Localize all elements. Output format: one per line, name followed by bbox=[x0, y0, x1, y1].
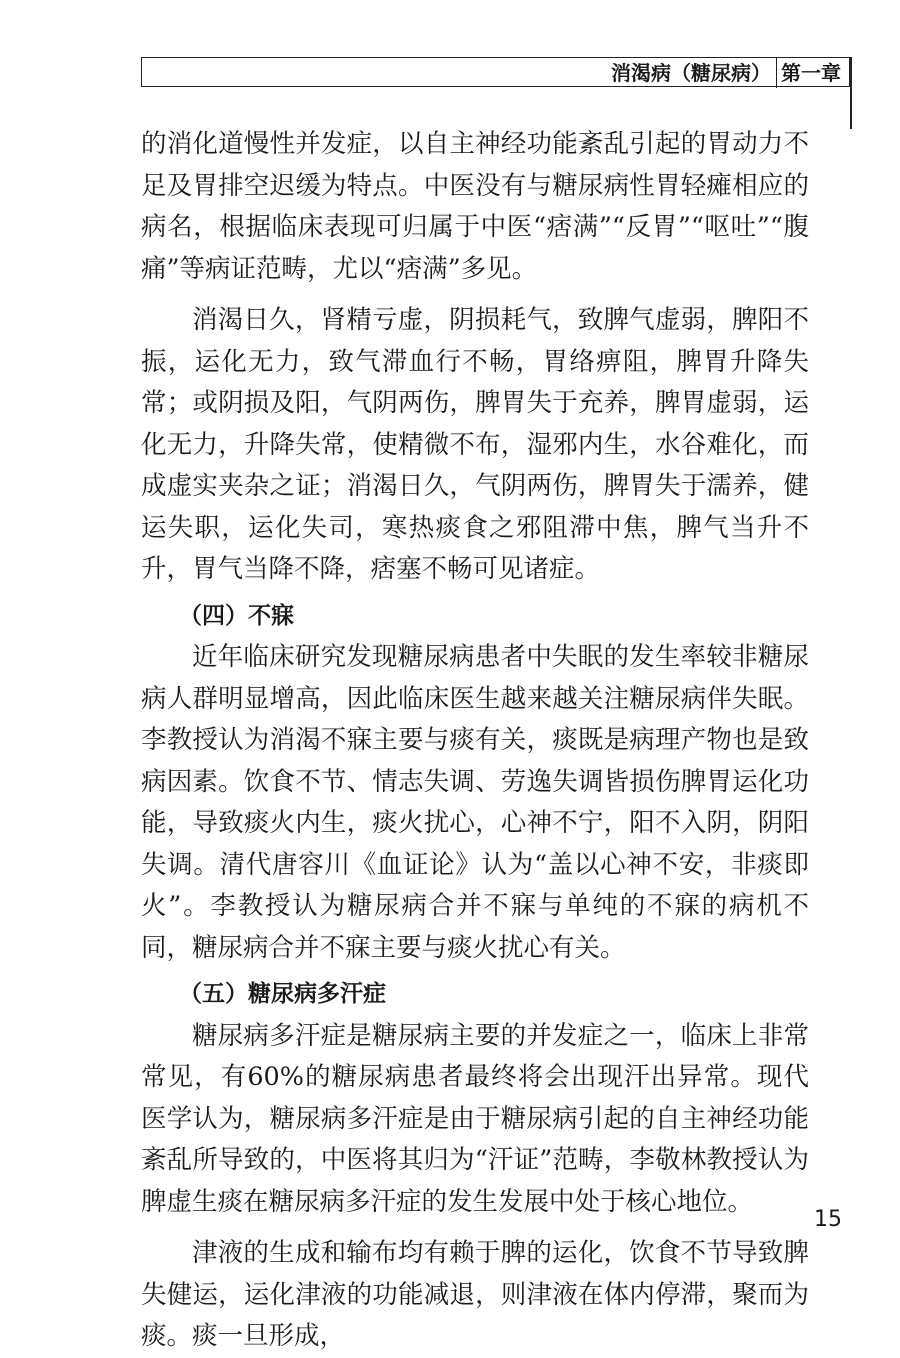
page-number: 15 bbox=[814, 1207, 842, 1232]
paragraph-insomnia: 近年临床研究发现糖尿病患者中失眠的发生率较非糖尿病人群明显增高，因此临床医生越来越关注糖尿病伴失眠。李教授认为消渴不寐主要与痰有关，痰既是病理产物也是致病因素。饮食不节、情志失调、劳逸失调皆损伤脾胃运化功能，导致痰火内生，痰火扰心，心神不宁，阳不入阴，阴阳失调。清代唐容川《血证论》认为“盖以心神不安，非痰即火”。李教授认为糖尿病合并不寐与单纯的不寐的病机不同，糖尿病合并不寐主要与痰火扰心有关。 bbox=[141, 642, 809, 963]
paragraph-pathogenesis: 消渴日久，肾精亏虚，阴损耗气，致脾气虚弱，脾阳不振，运化无力，致气滞血行不畅，胃络痹阻，脾胃升降失常；或阴损及阳，气阴两伤，脾胃失于充养，脾胃虚弱，运化无力，升降失常，使精微不布，湿邪内生，水谷难化，而成虚实夹杂之证；消渴日久，气阴两伤，脾胃失于濡养，健运失职，运化失司，寒热痰食之邪阻滞中焦，脾气当升不升，胃气当降不降，痞塞不畅可见诸症。 bbox=[141, 305, 809, 584]
header-divider bbox=[776, 58, 778, 88]
page-body bbox=[141, 124, 809, 1358]
header-chapter-title: 消渴病（糖尿病） bbox=[611, 61, 771, 85]
paragraph-continuation: 的消化道慢性并发症，以自主神经功能紊乱引起的胃动力不足及胃排空迟缓为特点。中医没有与糖尿病性胃轻瘫相应的病名，根据临床表现可归属于中医“痞满”“反胃”“呕吐”“腹痛”等病证范畴，尤以“痞满”多见。 bbox=[141, 129, 809, 284]
section-heading-hyperhidrosis: （五）糖尿病多汗症 bbox=[179, 981, 386, 1007]
running-header bbox=[141, 57, 850, 87]
header-vertical-rule bbox=[850, 57, 852, 129]
section-heading-insomnia: （四）不寐 bbox=[179, 602, 294, 629]
paragraph-body-fluids: 津液的生成和输布均有赖于脾的运化，饮食不节导致脾失健运，运化津液的功能减退，则津液在体内停滞，聚而为痰。痰一旦形成， bbox=[141, 1238, 809, 1351]
paragraph-hyperhidrosis: 糖尿病多汗症是糖尿病主要的并发症之一，临床上非常常见，有60%的糖尿病患者最终将会出现汗出异常。现代医学认为，糖尿病多汗症是由于糖尿病引起的自主神经功能紊乱所导致的，中医将其归为“汗证”范畴，李敬林教授认为脾虚生痰在糖尿病多汗症的发生发展中处于核心地位。 bbox=[141, 1020, 809, 1217]
header-chapter-label: 第一章 bbox=[781, 61, 841, 85]
